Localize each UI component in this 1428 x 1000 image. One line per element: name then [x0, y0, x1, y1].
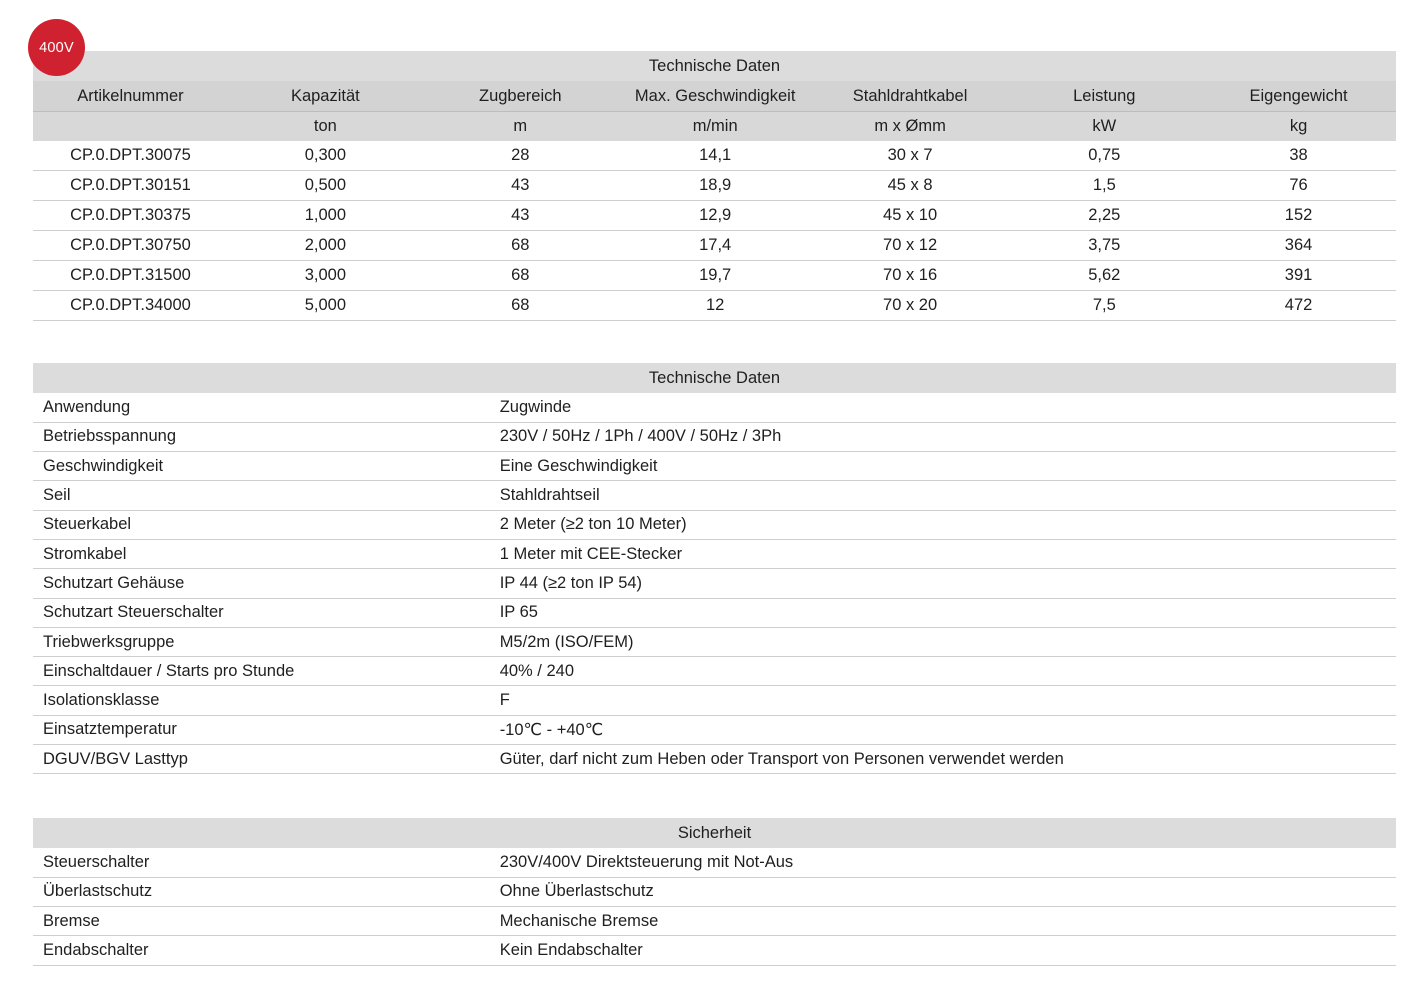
- row-key: Endabschalter: [33, 936, 494, 965]
- cell-max-geschwindigkeit: 14,1: [618, 141, 813, 171]
- technical-table-block: [33, 363, 1396, 774]
- row-value: M5/2m (ISO/FEM): [494, 627, 1396, 656]
- spec-unit-kapazitaet: ton: [228, 112, 423, 142]
- spec-col-header-artikelnummer: Artikelnummer: [33, 81, 228, 112]
- row-key: Schutzart Steuerschalter: [33, 598, 494, 627]
- cell-zugbereich: 68: [423, 231, 618, 261]
- spec-unit-max-geschwindigkeit: m/min: [618, 112, 813, 142]
- table-row: [33, 261, 1396, 291]
- spec-unit-eigengewicht: kg: [1201, 112, 1396, 142]
- cell-eigengewicht: 76: [1201, 171, 1396, 201]
- safety-table-title: Sicherheit: [33, 818, 1396, 848]
- spec-col-header-leistung: Leistung: [1008, 81, 1202, 112]
- row-value: Ohne Überlastschutz: [494, 877, 1396, 906]
- cell-zugbereich: 28: [423, 141, 618, 171]
- voltage-badge: [28, 19, 85, 76]
- cell-max-geschwindigkeit: 12: [618, 291, 813, 321]
- row-value: -10℃ - +40℃: [494, 715, 1396, 744]
- spec-unit-artikelnummer: [33, 112, 228, 142]
- cell-kapazitaet: 2,000: [228, 231, 423, 261]
- row-key: Geschwindigkeit: [33, 452, 494, 481]
- table-row: [33, 877, 1396, 906]
- spec-col-header-eigengewicht: Eigengewicht: [1201, 81, 1396, 112]
- table-row: [33, 539, 1396, 568]
- spec-unit-stahldrahtkabel: m x Ømm: [813, 112, 1008, 142]
- cell-max-geschwindigkeit: 12,9: [618, 201, 813, 231]
- cell-artikelnummer: CP.0.DPT.31500: [33, 261, 228, 291]
- cell-max-geschwindigkeit: 17,4: [618, 231, 813, 261]
- cell-stahldrahtkabel: 45 x 10: [813, 201, 1008, 231]
- cell-kapazitaet: 1,000: [228, 201, 423, 231]
- row-key: Seil: [33, 481, 494, 510]
- spec-table: [33, 81, 1396, 321]
- cell-kapazitaet: 5,000: [228, 291, 423, 321]
- cell-leistung: 3,75: [1008, 231, 1202, 261]
- cell-artikelnummer: CP.0.DPT.30151: [33, 171, 228, 201]
- row-key: Steuerkabel: [33, 510, 494, 539]
- cell-kapazitaet: 0,500: [228, 171, 423, 201]
- row-key: Einschaltdauer / Starts pro Stunde: [33, 657, 494, 686]
- cell-stahldrahtkabel: 45 x 8: [813, 171, 1008, 201]
- table-row: [33, 745, 1396, 774]
- row-value: 230V / 50Hz / 1Ph / 400V / 50Hz / 3Ph: [494, 422, 1396, 451]
- table-row: [33, 936, 1396, 965]
- cell-artikelnummer: CP.0.DPT.34000: [33, 291, 228, 321]
- spec-unit-zugbereich: m: [423, 112, 618, 142]
- table-row: [33, 627, 1396, 656]
- table-row: [33, 848, 1396, 877]
- table-row: [33, 141, 1396, 171]
- cell-artikelnummer: CP.0.DPT.30750: [33, 231, 228, 261]
- cell-leistung: 7,5: [1008, 291, 1202, 321]
- row-key: Überlastschutz: [33, 877, 494, 906]
- row-key: Einsatztemperatur: [33, 715, 494, 744]
- row-value: Güter, darf nicht zum Heben oder Transport von Personen verwendet werden: [494, 745, 1396, 774]
- cell-eigengewicht: 364: [1201, 231, 1396, 261]
- spec-table-column-header-row: [33, 81, 1396, 112]
- cell-eigengewicht: 472: [1201, 291, 1396, 321]
- cell-kapazitaet: 0,300: [228, 141, 423, 171]
- safety-table-block: [33, 818, 1396, 966]
- cell-max-geschwindigkeit: 19,7: [618, 261, 813, 291]
- row-key: Betriebsspannung: [33, 422, 494, 451]
- safety-table-body: [33, 848, 1396, 965]
- row-key: Steuerschalter: [33, 848, 494, 877]
- cell-artikelnummer: CP.0.DPT.30075: [33, 141, 228, 171]
- spec-col-header-kapazitaet: Kapazität: [228, 81, 423, 112]
- voltage-badge-label: 400V: [39, 39, 74, 56]
- table-row: [33, 171, 1396, 201]
- spec-table-block: [33, 51, 1396, 321]
- cell-zugbereich: 43: [423, 201, 618, 231]
- row-value: Stahldrahtseil: [494, 481, 1396, 510]
- cell-eigengewicht: 38: [1201, 141, 1396, 171]
- row-value: 1 Meter mit CEE-Stecker: [494, 539, 1396, 568]
- spec-col-header-zugbereich: Zugbereich: [423, 81, 618, 112]
- cell-stahldrahtkabel: 70 x 20: [813, 291, 1008, 321]
- table-row: [33, 907, 1396, 936]
- spec-unit-leistung: kW: [1008, 112, 1202, 142]
- cell-leistung: 1,5: [1008, 171, 1202, 201]
- row-key: Isolationsklasse: [33, 686, 494, 715]
- cell-leistung: 2,25: [1008, 201, 1202, 231]
- cell-stahldrahtkabel: 70 x 12: [813, 231, 1008, 261]
- cell-zugbereich: 43: [423, 171, 618, 201]
- table-row: [33, 231, 1396, 261]
- row-key: Schutzart Gehäuse: [33, 569, 494, 598]
- table-row: [33, 598, 1396, 627]
- cell-stahldrahtkabel: 70 x 16: [813, 261, 1008, 291]
- technical-table-body: [33, 393, 1396, 774]
- cell-stahldrahtkabel: 30 x 7: [813, 141, 1008, 171]
- cell-zugbereich: 68: [423, 261, 618, 291]
- cell-kapazitaet: 3,000: [228, 261, 423, 291]
- row-key: Stromkabel: [33, 539, 494, 568]
- cell-artikelnummer: CP.0.DPT.30375: [33, 201, 228, 231]
- cell-leistung: 5,62: [1008, 261, 1202, 291]
- cell-eigengewicht: 391: [1201, 261, 1396, 291]
- row-value: Eine Geschwindigkeit: [494, 452, 1396, 481]
- row-value: Kein Endabschalter: [494, 936, 1396, 965]
- spec-col-header-stahldrahtkabel: Stahldrahtkabel: [813, 81, 1008, 112]
- cell-leistung: 0,75: [1008, 141, 1202, 171]
- table-row: [33, 510, 1396, 539]
- row-value: 2 Meter (≥2 ton 10 Meter): [494, 510, 1396, 539]
- cell-zugbereich: 68: [423, 291, 618, 321]
- row-value: Zugwinde: [494, 393, 1396, 422]
- spec-table-head: [33, 81, 1396, 141]
- row-value: IP 65: [494, 598, 1396, 627]
- table-row: [33, 422, 1396, 451]
- table-row: [33, 393, 1396, 422]
- row-value: 40% / 240: [494, 657, 1396, 686]
- spec-table-units-row: [33, 112, 1396, 142]
- technical-table: [33, 393, 1396, 774]
- table-row: [33, 452, 1396, 481]
- row-value: IP 44 (≥2 ton IP 54): [494, 569, 1396, 598]
- spec-table-title: Technische Daten: [33, 51, 1396, 81]
- table-row: [33, 291, 1396, 321]
- row-key: Triebwerksgruppe: [33, 627, 494, 656]
- row-key: DGUV/BGV Lasttyp: [33, 745, 494, 774]
- row-value: Mechanische Bremse: [494, 907, 1396, 936]
- table-row: [33, 715, 1396, 744]
- cell-max-geschwindigkeit: 18,9: [618, 171, 813, 201]
- cell-eigengewicht: 152: [1201, 201, 1396, 231]
- technical-table-title: Technische Daten: [33, 363, 1396, 393]
- row-value: F: [494, 686, 1396, 715]
- spec-table-body: [33, 141, 1396, 321]
- table-row: [33, 569, 1396, 598]
- table-row: [33, 481, 1396, 510]
- table-row: [33, 686, 1396, 715]
- table-row: [33, 657, 1396, 686]
- table-row: [33, 201, 1396, 231]
- row-value: 230V/400V Direktsteuerung mit Not-Aus: [494, 848, 1396, 877]
- spec-col-header-max-geschwindigkeit: Max. Geschwindigkeit: [618, 81, 813, 112]
- safety-table: [33, 848, 1396, 966]
- row-key: Bremse: [33, 907, 494, 936]
- row-key: Anwendung: [33, 393, 494, 422]
